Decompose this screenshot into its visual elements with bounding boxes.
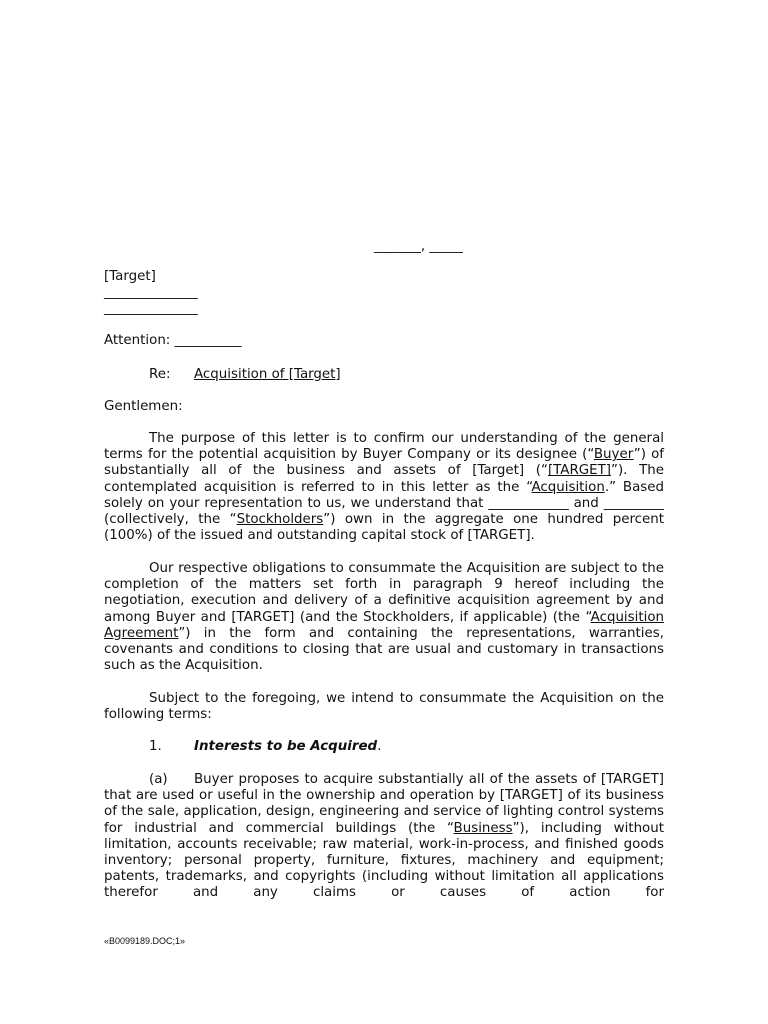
defined-term-stockholders: Stockholders xyxy=(236,512,324,528)
defined-term-business: Business xyxy=(453,820,513,836)
date-line: _______, _____ xyxy=(374,239,463,254)
paragraph-purpose xyxy=(104,431,664,544)
p1-text-2: ”) of substantially all of the business and assets of [Target] (“ xyxy=(104,447,665,479)
attention-label: Attention: xyxy=(104,333,171,348)
p4-label: (a) xyxy=(149,772,168,787)
attention-blank: __________ xyxy=(174,333,242,348)
p1-text-5: ”) own in the aggregate one hundred percent (100%) of the issued and outstanding capital stock of [TARGET]. xyxy=(104,512,665,544)
p4-text-2: ”), including without limitation, accounts receivable; raw material, work-in-process, and finished goods inventory; personal property, furniture, fixtures, machinery and equipment; patents, trademarks, and copyrights (including without limitation all applications therefor and any claims or causes of action for xyxy=(104,820,664,901)
p1-text-1: The purpose of this letter is to confirm our understanding of the general terms for the potential acquisition by Buyer Company or its designee (“ xyxy=(104,431,664,463)
defined-term-target: [TARGET] xyxy=(547,463,612,479)
defined-term-acquisition: Acquisition xyxy=(531,479,605,495)
paragraph-terms-intro: Subject to the foregoing, we intend to consummate the Acquisition on the following terms: xyxy=(104,691,664,723)
recipient-block xyxy=(104,269,198,318)
paragraph-obligations xyxy=(104,561,664,674)
section-1-heading xyxy=(149,739,381,755)
re-subject: Acquisition of [Target] xyxy=(194,367,341,382)
defined-term-acquisition-agreement: Acquisition Agreement xyxy=(104,609,664,641)
recipient-name: [Target] xyxy=(104,269,156,284)
defined-term-buyer: Buyer xyxy=(593,447,634,463)
section-1-number: 1. xyxy=(149,739,162,754)
recipient-address-line-1: ______________ xyxy=(104,285,198,301)
section-1-title: Interests to be Acquired xyxy=(194,739,378,754)
re-line xyxy=(149,367,341,383)
attention-line xyxy=(104,333,242,349)
paragraph-1a xyxy=(104,772,664,902)
p1-text-4: .” Based solely on your representation to us, we understand that ____________ and _________ (collectively, the “ xyxy=(104,479,665,528)
salutation: Gentlemen: xyxy=(104,399,183,414)
document-footer-id: «B0099189.DOC;1» xyxy=(104,936,186,946)
p1-text-3: ”). The contemplated acquisition is referred to in this letter as the “ xyxy=(104,463,664,495)
recipient-address-line-2: ______________ xyxy=(104,301,198,317)
p2-text-1: Our respective obligations to consummate the Acquisition are subject to the completion of the matters set forth in paragraph 9 hereof including the negotiation, execution and delivery of a definitive acquisition agreement by and among Buyer and [TARGET] (and the Stockholders, if applicable) (the “ xyxy=(104,561,664,625)
re-label: Re: xyxy=(149,367,171,382)
document-page xyxy=(104,0,664,1024)
p4-text-1: Buyer proposes to acquire substantially all of the assets of [TARGET] that are used or useful in the ownership and operation by [TARGET] of its business of the sale, application, design, engineering and service of lighting control systems for industrial and commercial buildings (the “ xyxy=(104,772,664,836)
p2-text-2: ”) in the form and containing the representations, warranties, covenants and conditions to closing that are usual and customary in transactions such as the Acquisition. xyxy=(104,625,664,674)
section-1-period: . xyxy=(377,739,382,754)
